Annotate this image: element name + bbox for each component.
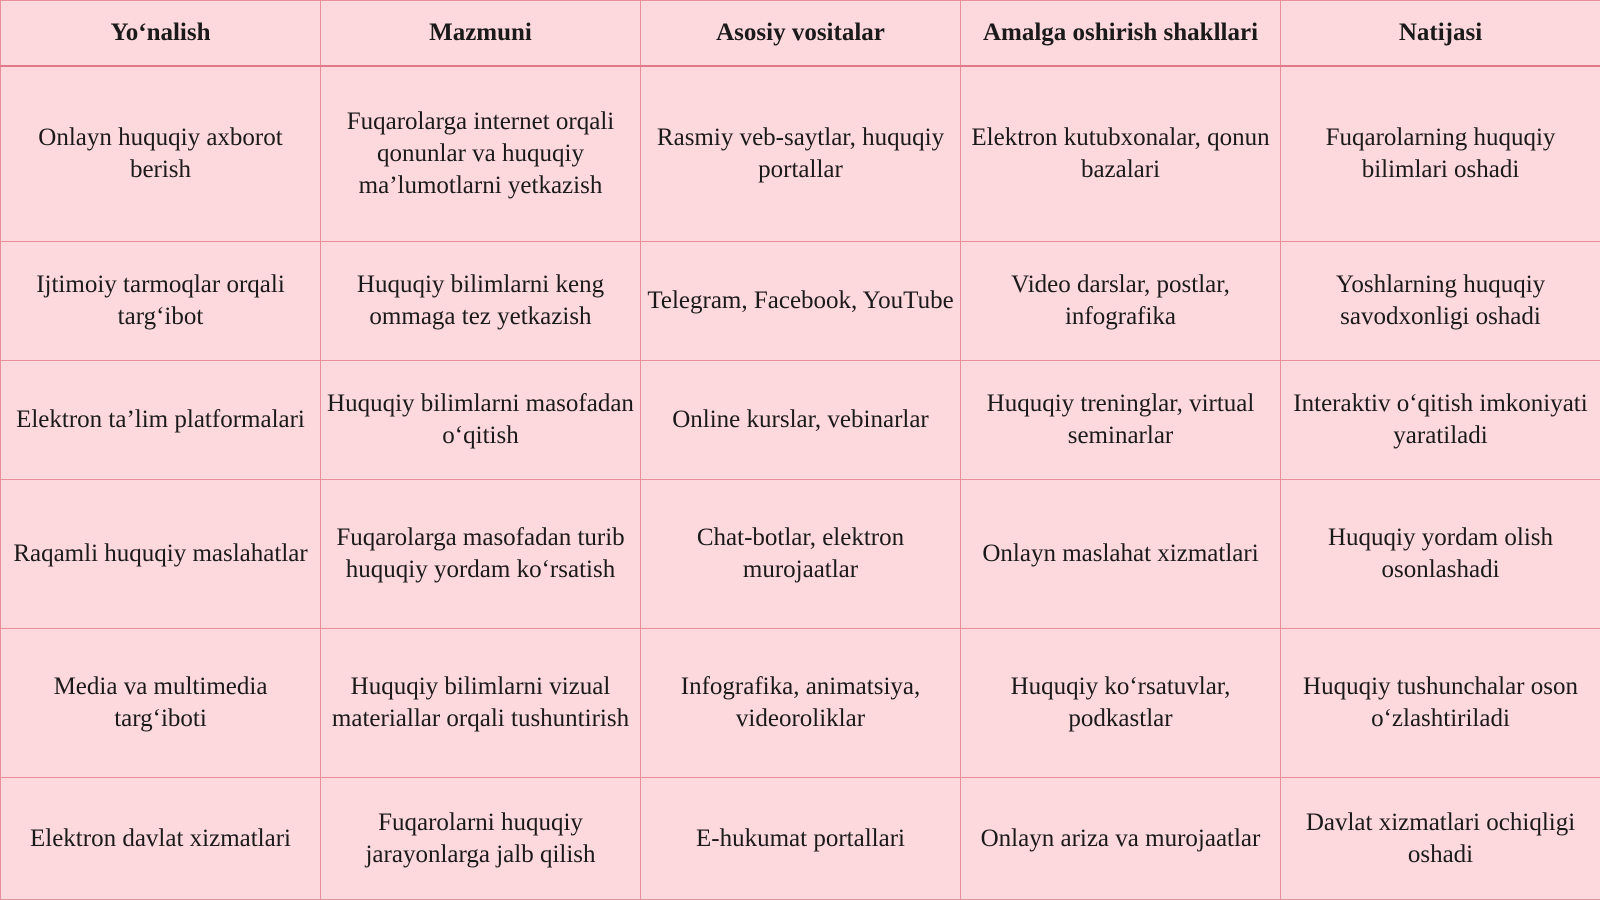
table-cell: Fuqarolarga masofadan turib huquqiy yordam ko‘rsatish	[321, 480, 641, 629]
table-cell: Elektron davlat xizmatlari	[1, 778, 321, 900]
table-cell: Huquqiy bilimlarni masofadan o‘qitish	[321, 361, 641, 480]
table-cell: Elektron kutubxonalar, qonun bazalari	[961, 66, 1281, 242]
column-header-natijasi: Natijasi	[1281, 1, 1600, 67]
table-cell: Huquqiy bilimlarni keng ommaga tez yetkazish	[321, 242, 641, 361]
table-row	[1, 242, 1600, 361]
table-cell: Onlayn ariza va murojaatlar	[961, 778, 1281, 900]
header-row	[1, 1, 1600, 67]
table-cell: Ijtimoiy tarmoqlar orqali targ‘ibot	[1, 242, 321, 361]
table-cell: Davlat xizmatlari ochiqligi oshadi	[1281, 778, 1600, 900]
table-cell: Rasmiy veb-saytlar, huquqiy portallar	[641, 66, 961, 242]
table-cell: Media va multimedia targ‘iboti	[1, 629, 321, 778]
table-cell: Infografika, animatsiya, videoroliklar	[641, 629, 961, 778]
table-row	[1, 480, 1600, 629]
table-row	[1, 629, 1600, 778]
table-row	[1, 778, 1600, 900]
table-cell: Video darslar, postlar, infografika	[961, 242, 1281, 361]
table-cell: Yoshlarning huquqiy savodxonligi oshadi	[1281, 242, 1600, 361]
table-cell: Chat-botlar, elektron murojaatlar	[641, 480, 961, 629]
table-cell: Huquqiy ko‘rsatuvlar, podkastlar	[961, 629, 1281, 778]
table-cell: Interaktiv o‘qitish imkoniyati yaratiladi	[1281, 361, 1600, 480]
table-cell: Elektron ta’lim platformalari	[1, 361, 321, 480]
column-header-mazmuni: Mazmuni	[321, 1, 641, 67]
table-cell: Huquqiy tushunchalar oson o‘zlashtiriladi	[1281, 629, 1600, 778]
table-cell: E-hukumat portallari	[641, 778, 961, 900]
column-header-yonalish: Yo‘nalish	[1, 1, 321, 67]
table-cell: Raqamli huquqiy maslahatlar	[1, 480, 321, 629]
table-row	[1, 66, 1600, 242]
table-cell: Huquqiy yordam olish osonlashadi	[1281, 480, 1600, 629]
table-cell: Onlayn huquqiy axborot berish	[1, 66, 321, 242]
column-header-asosiy-vositalar: Asosiy vositalar	[641, 1, 961, 67]
table-cell: Telegram, Facebook, YouTube	[641, 242, 961, 361]
table-cell: Huquqiy bilimlarni vizual materiallar orqali tushuntirish	[321, 629, 641, 778]
table-cell: Onlayn maslahat xizmatlari	[961, 480, 1281, 629]
table-cell: Huquqiy treninglar, virtual seminarlar	[961, 361, 1281, 480]
table-cell: Fuqarolarning huquqiy bilimlari oshadi	[1281, 66, 1600, 242]
table-cell: Fuqarolarni huquqiy jarayonlarga jalb qilish	[321, 778, 641, 900]
column-header-amalga-oshirish-shakllari: Amalga oshirish shakllari	[961, 1, 1281, 67]
table-cell: Fuqarolarga internet orqali qonunlar va huquqiy ma’lumotlarni yetkazish	[321, 66, 641, 242]
table-cell: Online kurslar, vebinarlar	[641, 361, 961, 480]
table-row	[1, 361, 1600, 480]
